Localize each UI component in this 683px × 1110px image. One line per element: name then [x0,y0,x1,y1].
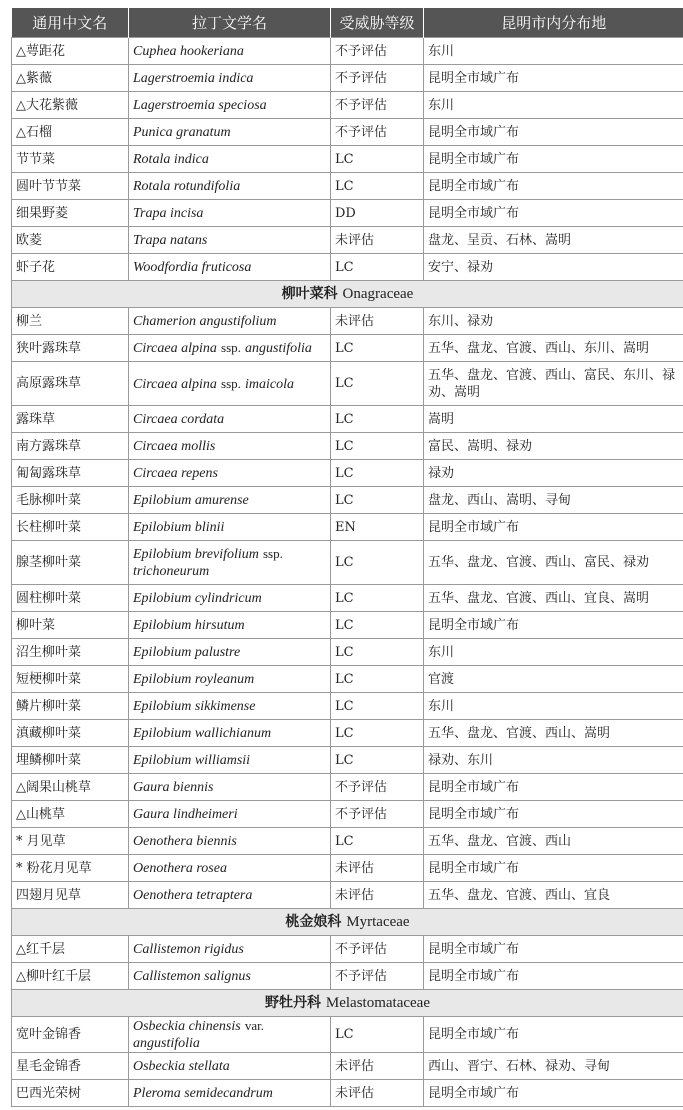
infraspecific-epithet: imaicola [245,376,295,392]
latin-binomial: Pleroma semidecandrum [133,1085,273,1101]
latin-name-cell [129,335,331,362]
distribution-cell: 昆明全市域广布 [424,1017,683,1053]
header-latin-name: 拉丁文学名 [129,8,331,38]
threat-level-cell: EN [331,514,424,541]
table-row [12,828,683,855]
distribution-cell: 东川 [424,38,683,65]
latin-name-cell [129,855,331,882]
threat-level-cell: LC [331,487,424,514]
table-row [12,406,683,433]
latin-name-cell [129,65,331,92]
chinese-name-cell: 沼生柳叶菜 [12,639,129,666]
chinese-name-cell: 细果野菱 [12,200,129,227]
distribution-cell: 昆明全市域广布 [424,1080,683,1107]
latin-binomial: Epilobium amurense [133,492,249,508]
latin-name-cell [129,308,331,335]
table-row [12,146,683,173]
distribution-cell: 昆明全市域广布 [424,65,683,92]
latin-name-cell [129,514,331,541]
latin-binomial: Cuphea hookeriana [133,43,244,59]
latin-name-cell [129,1053,331,1080]
chinese-name-cell: 腺茎柳叶菜 [12,541,129,585]
distribution-cell: 昆明全市域广布 [424,514,683,541]
latin-name-cell [129,882,331,909]
threat-level-cell: 不予评估 [331,119,424,146]
distribution-cell: 昆明全市域广布 [424,173,683,200]
threat-level-cell: LC [331,335,424,362]
table-row [12,774,683,801]
latin-binomial: Chamerion angustifolium [133,313,277,329]
family-heading [12,281,683,308]
latin-name-cell [129,639,331,666]
latin-name-cell [129,487,331,514]
distribution-cell: 五华、盘龙、官渡、西山、东川、嵩明 [424,335,683,362]
threat-level-cell: LC [331,362,424,406]
family-chinese: 野牡丹科 [265,994,321,1011]
latin-name-cell [129,92,331,119]
table-row [12,362,683,406]
distribution-cell: 昆明全市域广布 [424,963,683,990]
threat-level-cell: LC [331,433,424,460]
table-row [12,855,683,882]
table-row [12,612,683,639]
latin-name-cell [129,774,331,801]
distribution-cell: 昆明全市域广布 [424,146,683,173]
table-row [12,936,683,963]
threat-level-cell: LC [331,720,424,747]
species-table [11,8,683,1107]
latin-binomial: Oenothera rosea [133,860,227,876]
latin-binomial: Gaura lindheimeri [133,806,238,822]
table-row [12,514,683,541]
distribution-cell: 盘龙、西山、嵩明、寻甸 [424,487,683,514]
chinese-name-cell: 星毛金锦香 [12,1053,129,1080]
distribution-cell: 昆明全市域广布 [424,200,683,227]
table-row [12,801,683,828]
table-row [12,433,683,460]
chinese-name-cell: 圆叶节节菜 [12,173,129,200]
threat-level-cell: 不予评估 [331,92,424,119]
table-row [12,693,683,720]
latin-name-cell [129,541,331,585]
threat-level-cell: LC [331,146,424,173]
latin-binomial: Epilobium hirsutum [133,617,245,633]
distribution-cell: 禄劝 [424,460,683,487]
threat-level-cell: 未评估 [331,1080,424,1107]
threat-level-cell: LC [331,541,424,585]
family-section-row [12,909,683,936]
latin-binomial: Circaea alpina [133,341,217,356]
latin-name-cell [129,146,331,173]
latin-name-cell [129,38,331,65]
chinese-name-cell: 节节菜 [12,146,129,173]
latin-name-cell [129,936,331,963]
infraspecific-epithet: trichoneurum [133,564,210,579]
chinese-name-cell: 露珠草 [12,406,129,433]
threat-level-cell: LC [331,639,424,666]
distribution-cell: 昆明全市域广布 [424,801,683,828]
latin-name-cell [129,828,331,855]
infraspecific-epithet: angustifolia [245,341,312,356]
latin-name-cell [129,460,331,487]
distribution-cell: 富民、嵩明、禄劝 [424,433,683,460]
threat-level-cell: 不予评估 [331,65,424,92]
distribution-cell: 盘龙、呈贡、石林、嵩明 [424,227,683,254]
latin-name-cell [129,433,331,460]
table-row [12,747,683,774]
table-row [12,460,683,487]
latin-binomial: Epilobium palustre [133,644,241,660]
distribution-cell: 昆明全市域广布 [424,774,683,801]
family-section-row [12,281,683,308]
table-row [12,639,683,666]
distribution-cell: 昆明全市域广布 [424,119,683,146]
table-row [12,335,683,362]
threat-level-cell: 不予评估 [331,774,424,801]
latin-binomial: Oenothera biennis [133,833,237,849]
table-row [12,173,683,200]
threat-level-cell: 未评估 [331,882,424,909]
threat-level-cell: 未评估 [331,855,424,882]
threat-level-cell: 不予评估 [331,936,424,963]
header-threat-level: 受威胁等级 [331,8,424,38]
table-row [12,1080,683,1107]
latin-binomial: Callistemon rigidus [133,941,244,957]
threat-level-cell: LC [331,666,424,693]
family-latin: Onagraceae [342,285,414,302]
threat-level-cell: 未评估 [331,227,424,254]
table-row [12,92,683,119]
latin-name-cell [129,119,331,146]
table-row [12,963,683,990]
threat-level-cell: 不予评估 [331,38,424,65]
table-row [12,720,683,747]
latin-binomial: Circaea mollis [133,438,216,454]
latin-binomial: Gaura biennis [133,779,214,795]
chinese-name-cell: 圆柱柳叶菜 [12,585,129,612]
chinese-name-cell: 高原露珠草 [12,362,129,406]
header-chinese-name: 通用中文名 [12,8,129,38]
latin-name-cell [129,173,331,200]
distribution-cell: 昆明全市域广布 [424,936,683,963]
chinese-name-cell: 狭叶露珠草 [12,335,129,362]
latin-binomial: Oenothera tetraptera [133,887,253,903]
threat-level-cell: 未评估 [331,1053,424,1080]
latin-binomial: Circaea alpina [133,376,217,392]
chinese-name-cell: 南方露珠草 [12,433,129,460]
latin-name-cell [129,585,331,612]
family-latin: Melastomataceae [325,994,430,1011]
latin-binomial: Epilobium williamsii [133,752,251,768]
threat-level-cell: LC [331,460,424,487]
distribution-cell: 禄劝、东川 [424,747,683,774]
distribution-cell: 嵩明 [424,406,683,433]
latin-binomial: Trapa incisa [133,205,204,221]
chinese-name-cell: 柳兰 [12,308,129,335]
chinese-name-cell: △山桃草 [12,801,129,828]
distribution-cell: 五华、盘龙、官渡、西山、宜良、嵩明 [424,585,683,612]
table-row [12,1053,683,1080]
latin-name-cell [129,720,331,747]
latin-name-cell [129,693,331,720]
chinese-name-cell: △阔果山桃草 [12,774,129,801]
chinese-name-cell: * 月见草 [12,828,129,855]
threat-level-cell: LC [331,254,424,281]
latin-name-cell [129,406,331,433]
threat-level-cell: LC [331,612,424,639]
table-row [12,38,683,65]
family-heading [12,990,683,1017]
latin-name-cell [129,963,331,990]
latin-name-cell [129,801,331,828]
latin-binomial: Circaea cordata [133,411,225,427]
distribution-cell: 五华、盘龙、官渡、西山、宜良 [424,882,683,909]
distribution-cell: 东川 [424,92,683,119]
chinese-name-cell: △红千层 [12,936,129,963]
threat-level-cell: LC [331,828,424,855]
table-row [12,254,683,281]
chinese-name-cell: 滇藏柳叶菜 [12,720,129,747]
chinese-name-cell: 毛脉柳叶菜 [12,487,129,514]
latin-name-cell [129,362,331,406]
threat-level-cell: LC [331,693,424,720]
threat-level-cell: LC [331,406,424,433]
chinese-name-cell: 宽叶金锦香 [12,1017,129,1053]
family-chinese: 柳叶菜科 [281,285,338,302]
latin-name-cell [129,200,331,227]
table-row [12,1017,683,1053]
chinese-name-cell: 埋鳞柳叶菜 [12,747,129,774]
distribution-cell: 五华、盘龙、官渡、西山、嵩明 [424,720,683,747]
chinese-name-cell: 短梗柳叶菜 [12,666,129,693]
threat-level-cell: 未评估 [331,308,424,335]
distribution-cell: 昆明全市域广布 [424,612,683,639]
rank-marker: ssp. [221,340,241,355]
latin-name-cell [129,612,331,639]
latin-binomial: Trapa natans [133,232,208,248]
latin-binomial: Epilobium blinii [133,519,225,535]
latin-binomial: Epilobium cylindricum [133,590,262,606]
latin-binomial: Epilobium brevifolium [133,547,259,562]
threat-level-cell: DD [331,200,424,227]
distribution-cell: 五华、盘龙、官渡、西山、富民、禄劝 [424,541,683,585]
chinese-name-cell: 虾子花 [12,254,129,281]
threat-level-cell: LC [331,173,424,200]
table-row [12,487,683,514]
latin-name-cell [129,1017,331,1053]
distribution-cell: 五华、盘龙、官渡、西山、富民、东川、禄劝、嵩明 [424,362,683,406]
family-heading [12,909,683,936]
chinese-name-cell: 四翅月见草 [12,882,129,909]
distribution-cell: 安宁、禄劝 [424,254,683,281]
latin-binomial: Callistemon salignus [133,968,251,984]
latin-binomial: Circaea repens [133,465,218,481]
latin-name-cell [129,666,331,693]
distribution-cell: 东川、禄劝 [424,308,683,335]
chinese-name-cell: △萼距花 [12,38,129,65]
latin-binomial: Lagerstroemia indica [133,70,254,86]
threat-level-cell: 不予评估 [331,963,424,990]
rank-marker: ssp. [263,546,283,561]
chinese-name-cell: △柳叶红千层 [12,963,129,990]
table-row [12,200,683,227]
table-row [12,585,683,612]
rank-marker: var. [244,1018,264,1033]
distribution-cell: 五华、盘龙、官渡、西山 [424,828,683,855]
distribution-cell: 东川 [424,693,683,720]
distribution-cell: 昆明全市域广布 [424,855,683,882]
family-section-row [12,990,683,1017]
latin-binomial: Lagerstroemia speciosa [133,97,267,113]
chinese-name-cell: 欧菱 [12,227,129,254]
chinese-name-cell: 匍匐露珠草 [12,460,129,487]
table-header [12,8,683,38]
table-row [12,308,683,335]
latin-binomial: Epilobium sikkimense [133,698,256,714]
distribution-cell: 东川 [424,639,683,666]
family-latin: Myrtaceae [346,913,410,930]
threat-level-cell: LC [331,747,424,774]
latin-binomial: Osbeckia stellata [133,1058,230,1074]
latin-binomial: Epilobium wallichianum [133,725,272,741]
latin-binomial: Rotala rotundifolia [133,178,241,194]
latin-name-cell [129,1080,331,1107]
family-chinese: 桃金娘科 [285,913,342,930]
latin-binomial: Punica granatum [133,124,231,140]
distribution-cell: 西山、晋宁、石林、禄劝、寻甸 [424,1053,683,1080]
chinese-name-cell: △石榴 [12,119,129,146]
latin-binomial: Rotala indica [133,151,209,167]
table-row [12,882,683,909]
threat-level-cell: LC [331,585,424,612]
latin-binomial: Osbeckia chinensis [133,1019,241,1034]
latin-name-cell [129,227,331,254]
rank-marker: ssp. [221,375,241,391]
latin-binomial: Epilobium royleanum [133,671,255,687]
chinese-name-cell: * 粉花月见草 [12,855,129,882]
threat-level-cell: 不予评估 [331,801,424,828]
table-row [12,119,683,146]
table-row [12,666,683,693]
chinese-name-cell: △紫薇 [12,65,129,92]
distribution-cell: 官渡 [424,666,683,693]
latin-binomial: Woodfordia fruticosa [133,259,252,275]
latin-name-cell [129,747,331,774]
table-row [12,541,683,585]
chinese-name-cell: 长柱柳叶菜 [12,514,129,541]
chinese-name-cell: 巴西光荣树 [12,1080,129,1107]
header-distribution: 昆明市内分布地 [424,8,683,38]
table-row [12,65,683,92]
latin-name-cell [129,254,331,281]
chinese-name-cell: 鳞片柳叶菜 [12,693,129,720]
threat-level-cell: LC [331,1017,424,1053]
infraspecific-epithet: angustifolia [133,1036,200,1051]
chinese-name-cell: 柳叶菜 [12,612,129,639]
chinese-name-cell: △大花紫薇 [12,92,129,119]
table-row [12,227,683,254]
